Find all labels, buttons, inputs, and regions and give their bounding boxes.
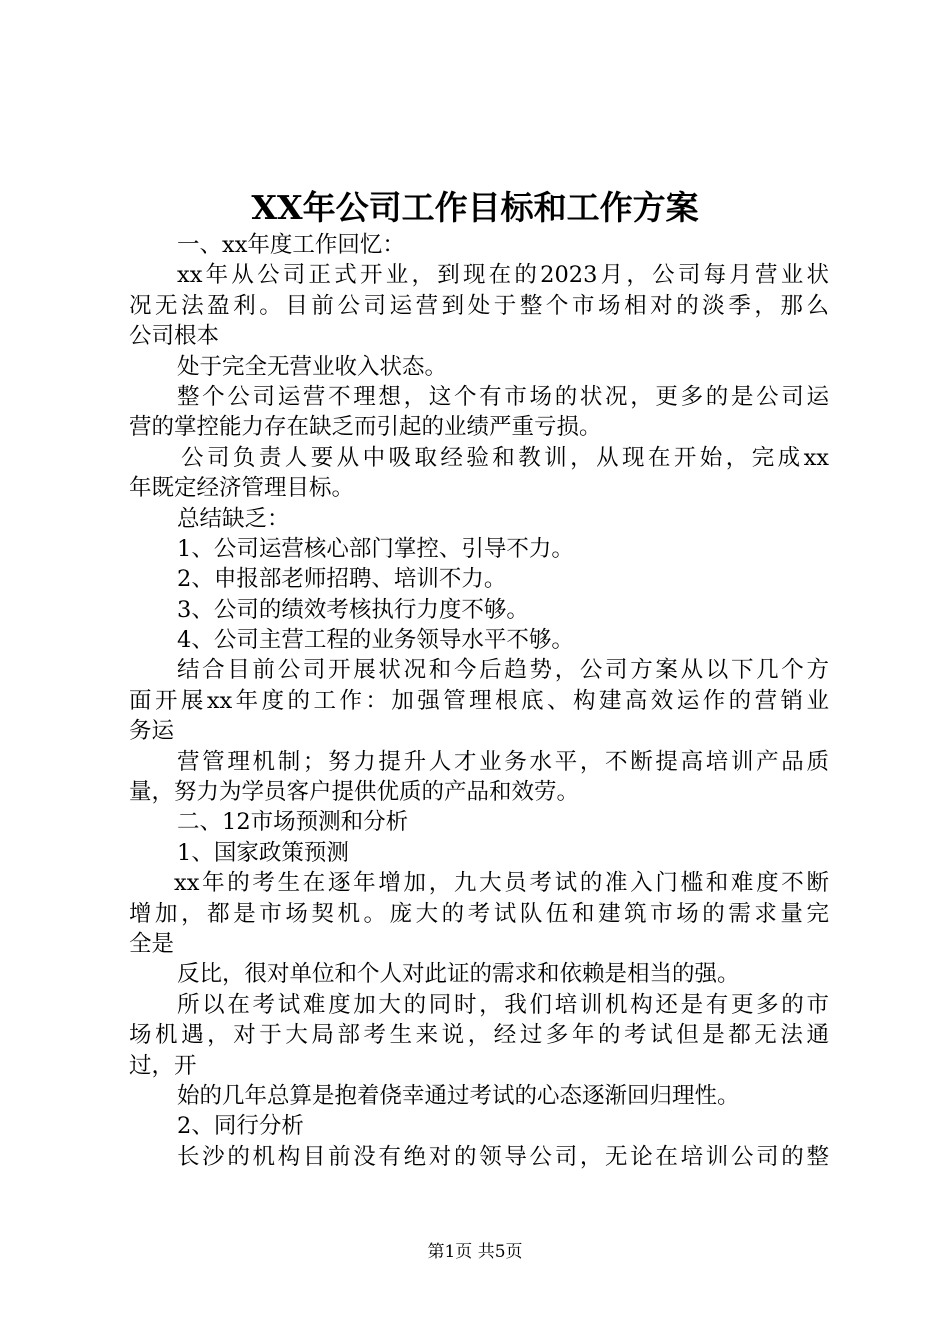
list-item: 3、公司的绩效考核执行力度不够。 [177,596,529,623]
paragraph-line: 量，努力为学员客户提供优质的产品和效劳。 [129,779,580,806]
document-title: XX年公司工作目标和工作方案 [251,188,699,227]
paragraph-line: 场机遇，对于大局部考生来说，经过多年的考试但是都无法通 [129,1022,829,1049]
paragraph-line: 年既定经济管理目标。 [129,475,355,502]
section-heading: 一、xx年度工作回忆： [177,232,405,258]
paragraph-line: 反比，很对单位和个人对此证的需求和依赖是相当的强。 [177,961,740,988]
paragraph-line: 务运 [129,718,175,745]
list-item: 1、公司运营核心部门掌控、引导不力。 [177,535,574,562]
section-heading: 二、12市场预测和分析 [177,809,409,836]
paragraph-line: 始的几年总算是抱着侥幸通过考试的心态逐渐回归理性。 [177,1082,740,1109]
paragraph-line: 营管理机制；努力提升人才业务水平，不断提高培训产品质 [177,748,829,775]
paragraph-line: 全是 [129,930,175,957]
paragraph-line: 所以在考试难度加大的同时，我们培训机构还是有更多的市 [177,991,829,1018]
list-item: 2、申报部老师招聘、培训不力。 [177,566,507,593]
subsection-heading: 2、同行分析 [177,1113,304,1140]
paragraph-line: 增加，都是市场契机。庞大的考试队伍和建筑市场的需求量完 [129,900,829,927]
paragraph-line: 面开展xx年度的工作：加强管理根底、构建高效运作的营销业 [129,687,829,714]
paragraph-line: 处于完全无营业收入状态。 [177,353,448,380]
paragraph-line: 况无法盈利。目前公司运营到处于整个市场相对的淡季，那么 [129,292,829,319]
subsection-heading: 1、国家政策预测 [177,839,349,866]
paragraph-line: 过，开 [129,1052,197,1079]
paragraph-line: 公司根本 [129,323,220,350]
list-heading: 总结缺乏： [177,505,290,532]
page-number: 第1页 共5页 [427,1242,523,1262]
paragraph-line: 公司负责人要从中吸取经验和教训，从现在开始，完成xx [181,444,829,471]
paragraph-line: 整个公司运营不理想，这个有市场的状况，更多的是公司运 [177,383,829,410]
document-body [129,230,829,1172]
paragraph-line: xx年的考生在逐年增加，九大员考试的准入门槛和难度不断 [174,870,829,897]
paragraph-line: 长沙的机构目前没有绝对的领导公司，无论在培训公司的整 [177,1143,829,1170]
list-item: 4、公司主营工程的业务领导水平不够。 [177,627,574,654]
paragraph-line: xx年从公司正式开业，到现在的2023月，公司每月营业状 [177,262,829,289]
paragraph-line: 营的掌控能力存在缺乏而引起的业绩严重亏损。 [129,414,602,441]
paragraph-line: 结合目前公司开展状况和今后趋势，公司方案从以下几个方 [177,657,829,684]
